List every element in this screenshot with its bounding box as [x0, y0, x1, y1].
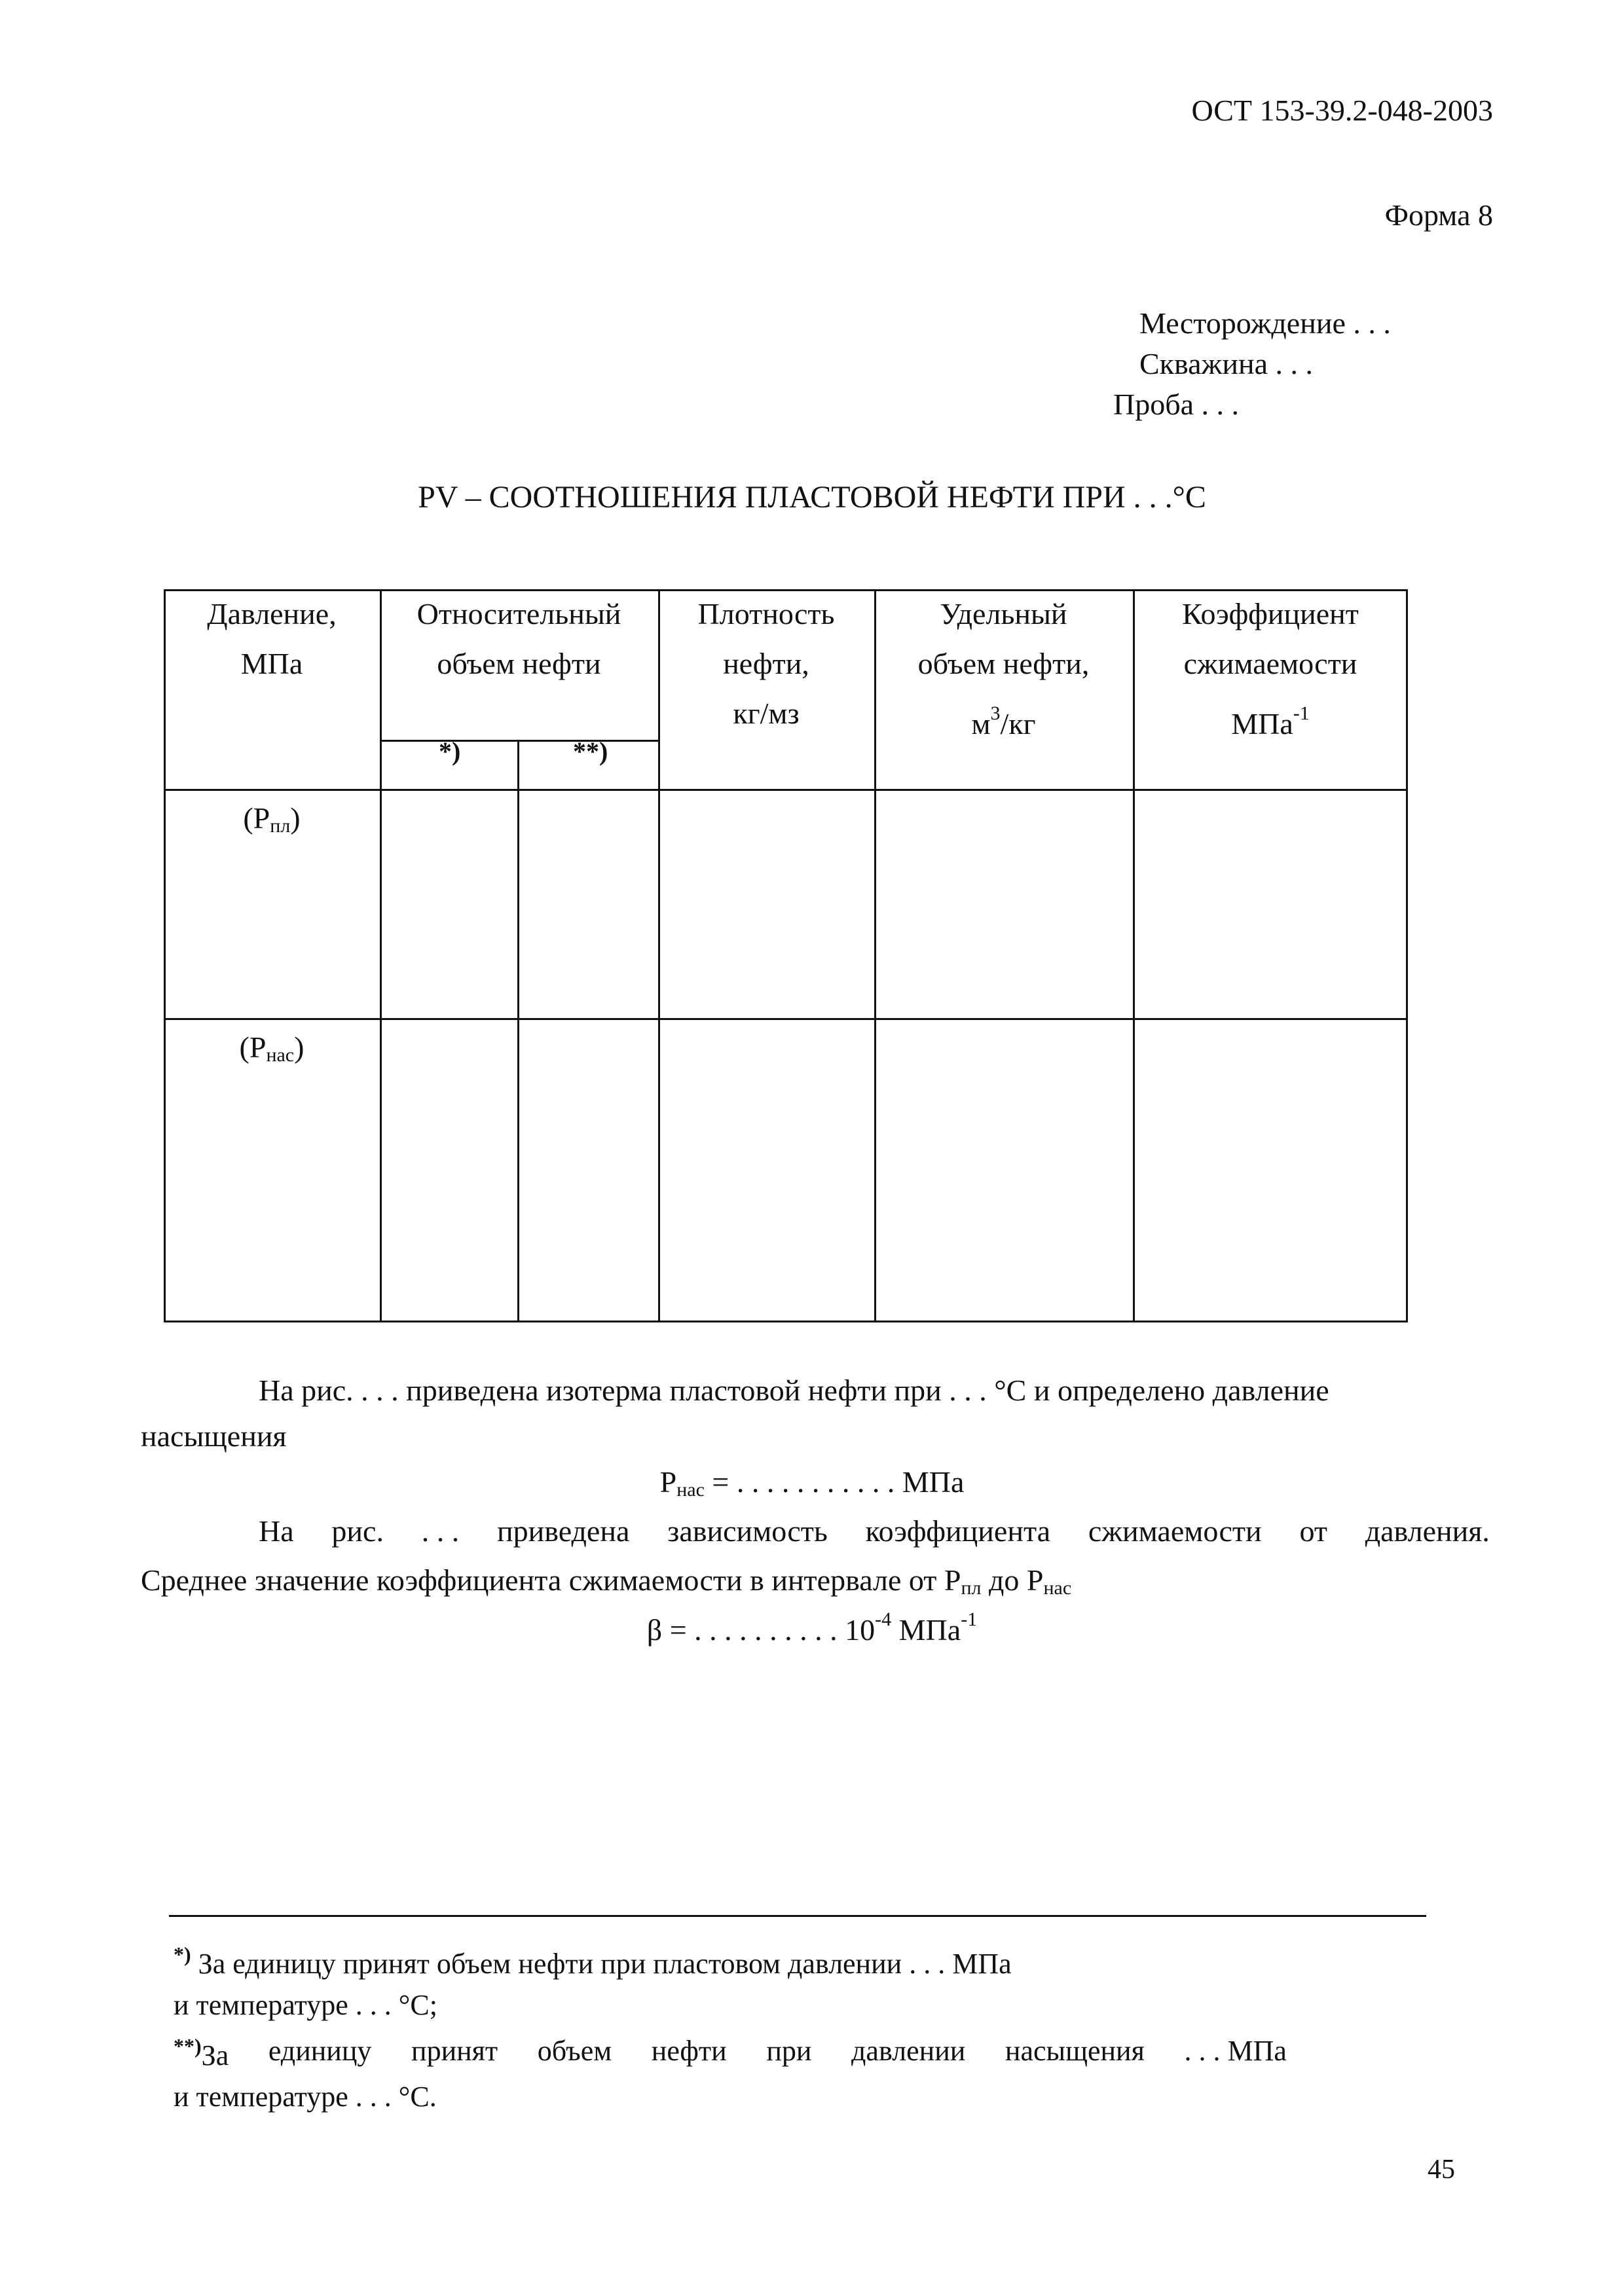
header-pressure: Давление, МПа	[207, 597, 337, 680]
meta-well: Скважина . . .	[1139, 347, 1313, 380]
beta-formula: β = . . . . . . . . . . $10^{-4}$ МПа$^{-1}$	[646, 1609, 978, 1647]
row-divider	[164, 1018, 1408, 1020]
header-compressibility: Коэффициент сжимаемости МПа$^{-1}$	[1182, 597, 1359, 740]
subheader-divider	[380, 740, 658, 742]
header-density: Плотность нефти, кг/мз	[697, 597, 835, 730]
subheader-star1: *)	[439, 737, 461, 766]
meta-sample: Проба . . .	[1113, 388, 1240, 421]
paragraph-average: Среднее значение коэффициента сжимаемости в интервале от $Р_{пл}$ до $Р_{нас}$	[141, 1563, 1072, 1599]
paragraph-compressibility: На рис. . . . приведена зависимость коэффициента сжимаемости от давления.	[259, 1514, 1490, 1548]
header-relative-volume: Относительный объем нефти	[416, 597, 621, 680]
header-specific-volume: Удельный объем нефти, $м^3/кг$	[917, 597, 1090, 740]
footnote-1: *) За единицу принят объем нефти при пластовом давлении . . . МПа	[174, 1942, 1012, 1980]
page-title: PV – СООТНОШЕНИЯ ПЛАСТОВОЙ НЕФТИ ПРИ . . .°С	[418, 480, 1206, 515]
header-divider	[164, 789, 1408, 791]
footnote-2-cont: и температуре . . . °С.	[174, 2081, 437, 2113]
form-label: Форма 8	[1384, 198, 1493, 232]
meta-field: Месторождение . . .	[1139, 306, 1391, 340]
footnote-1-cont: и температуре . . . °С;	[174, 1989, 437, 2021]
meta-block	[1113, 304, 1391, 426]
paragraph-isotherm-cont: насыщения	[141, 1419, 287, 1453]
col-divider	[380, 589, 382, 1322]
subheader-star2: **)	[573, 737, 608, 766]
table-border-left	[164, 589, 166, 1322]
table-border-bottom	[164, 1321, 1408, 1322]
document-code: ОСТ 153-39.2-048-2003	[1191, 94, 1493, 127]
footnote-2: **)За единицу принят объем нефти при давлении насыщения . . . МПа	[174, 2034, 1287, 2071]
paragraph-isotherm: На рис. . . . приведена изотерма пластовой нефти при . . . °С и определено давление	[259, 1374, 1329, 1407]
pv-table	[164, 589, 1408, 1322]
page-number: 45	[1428, 2155, 1455, 2185]
row-label-reservoir: $(Р_{пл})$	[243, 801, 301, 837]
row-label-saturation: $(Р_{нас})$	[239, 1030, 304, 1066]
footnote-separator	[169, 1915, 1426, 1917]
col-divider	[517, 740, 519, 1322]
saturation-pressure-formula: $Р_{нас}$ = . . . . . . . . . . . МПа	[659, 1465, 965, 1501]
